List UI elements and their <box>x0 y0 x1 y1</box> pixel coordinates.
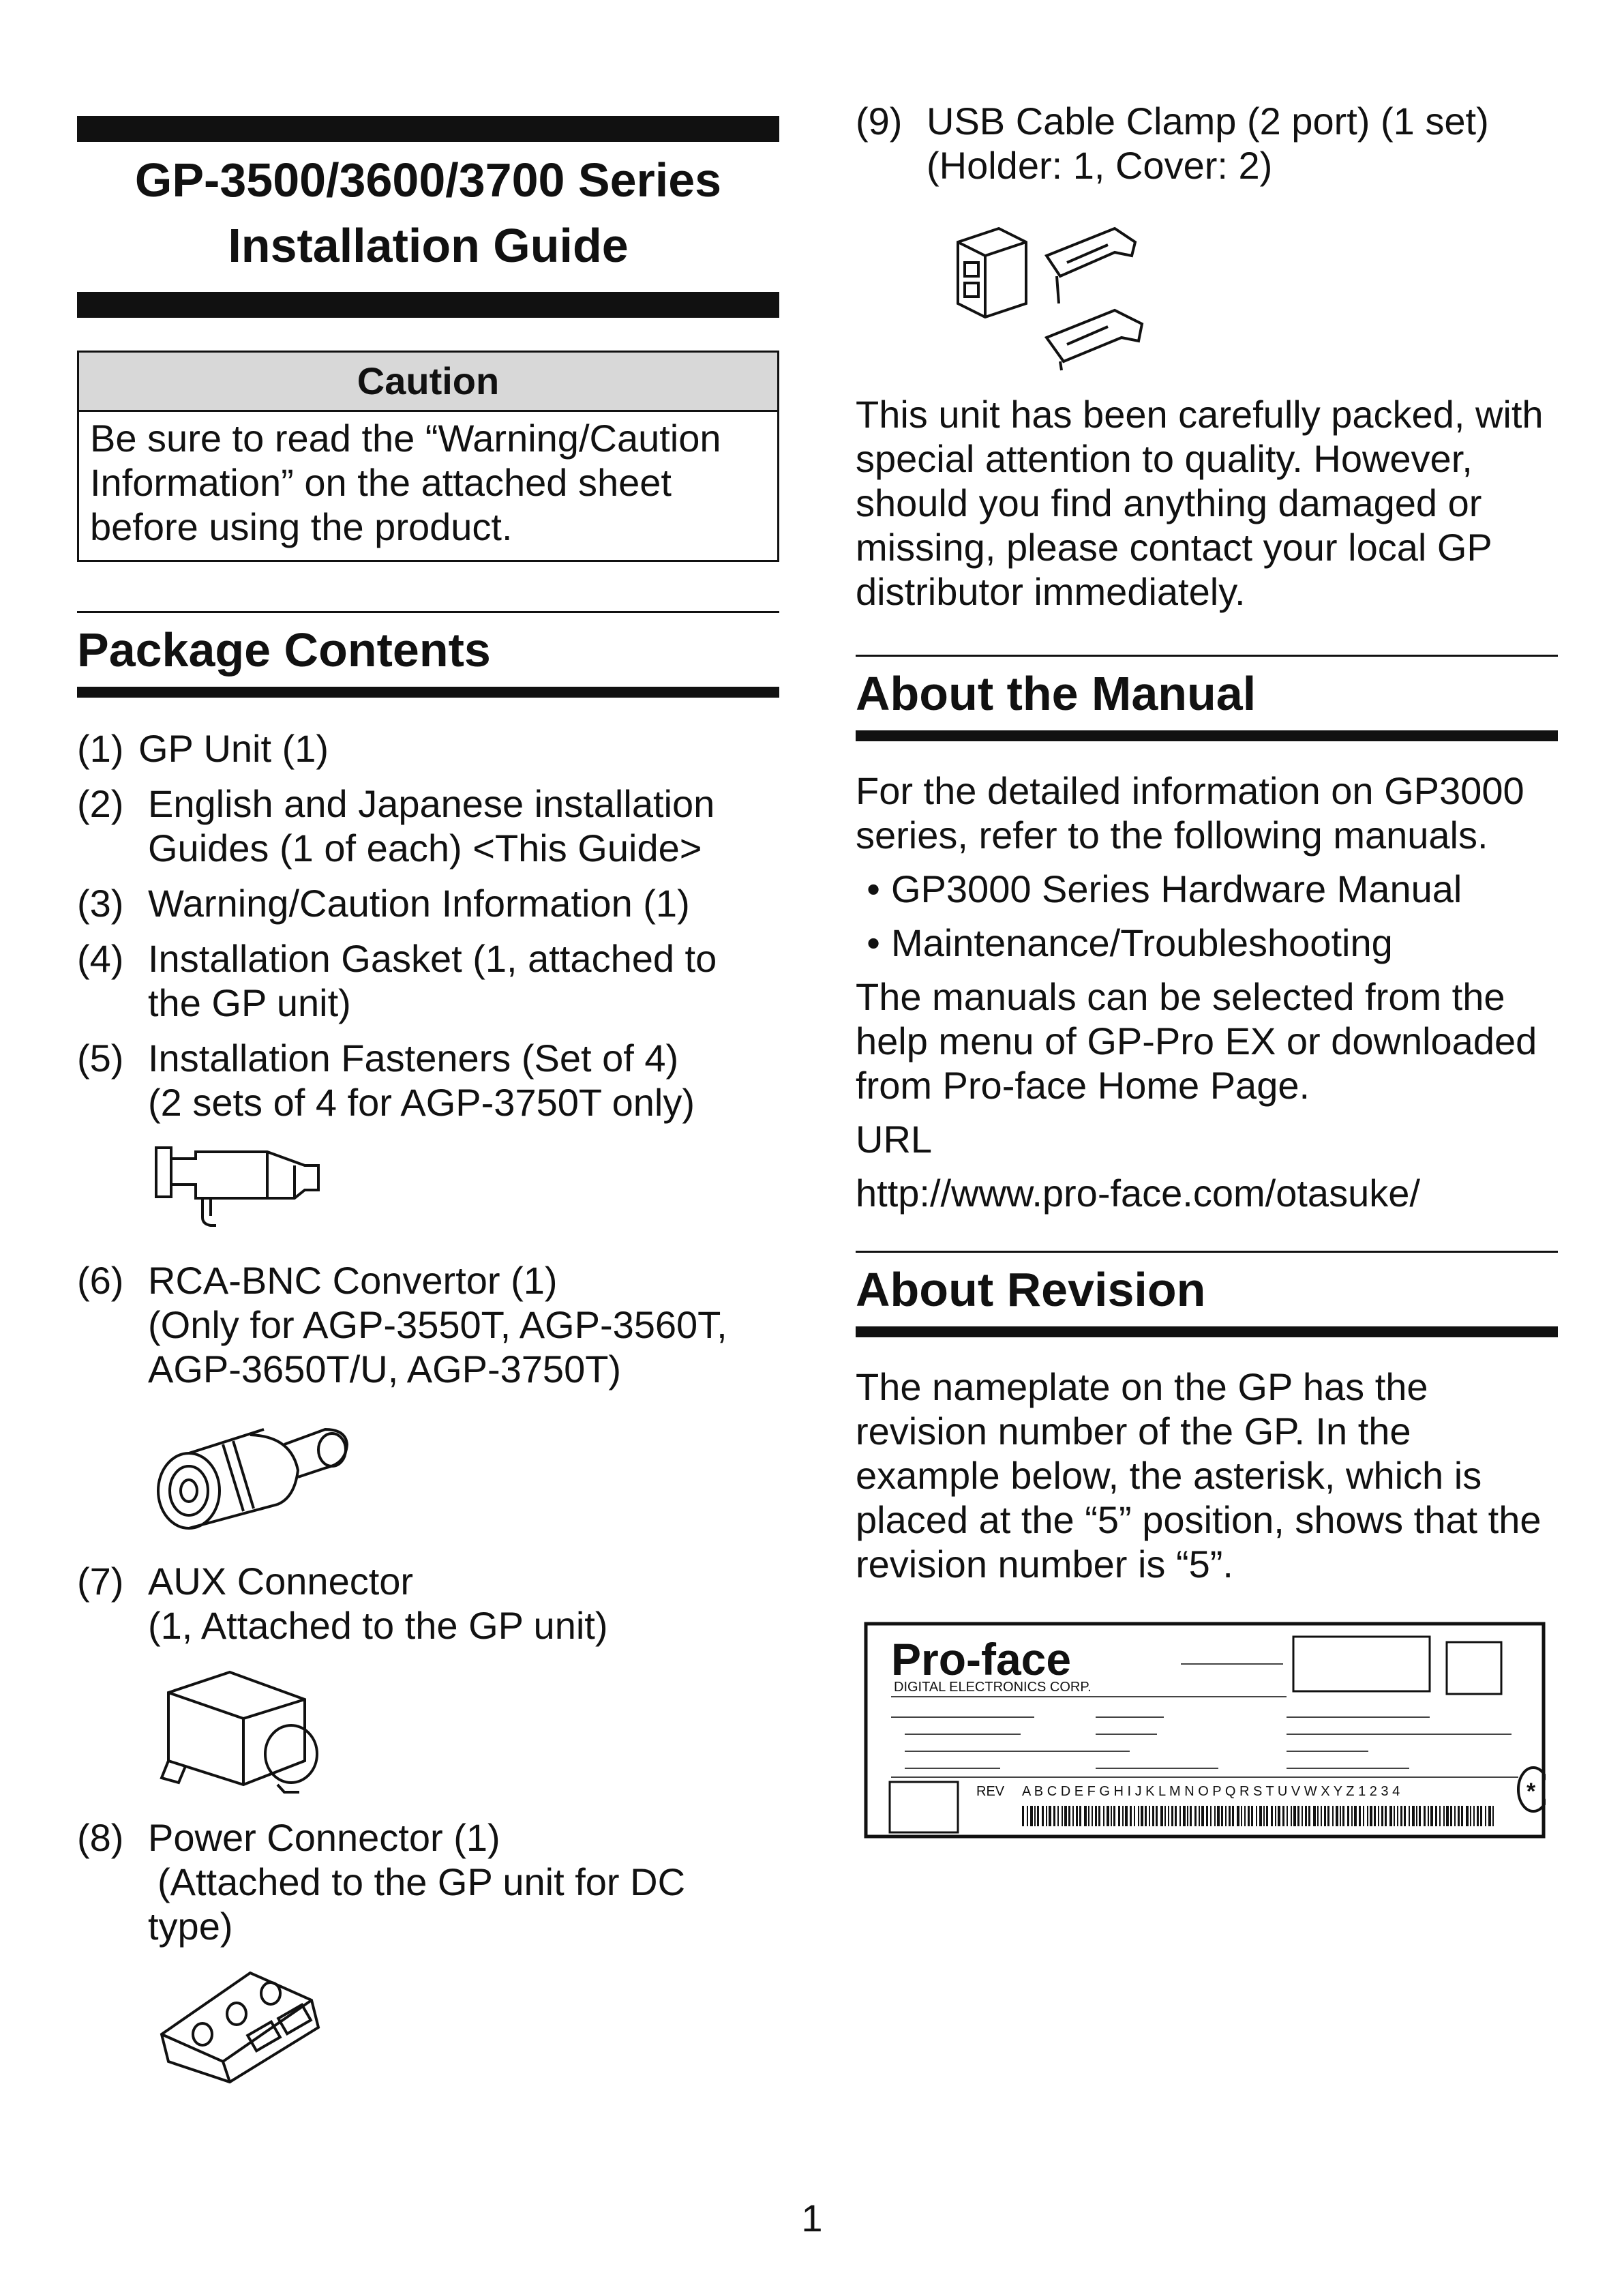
list-item <box>856 921 1558 965</box>
about-manual-heading: About the Manual <box>856 667 1257 720</box>
list-item <box>77 1258 779 1391</box>
packing-note: This unit has been carefully packed, with special attention to quality. However, should you find anything damaged or missing, please contact your local GP distributor immediately. <box>856 393 1544 613</box>
item-text: AUX Connector <box>148 1560 414 1603</box>
item-number: (3) <box>77 882 124 925</box>
about-manual-intro: For the detailed information on GP3000 series, refer to the following manuals. <box>856 769 1524 857</box>
caution-box <box>77 351 779 562</box>
power-connector-illustration <box>148 1959 779 2089</box>
title-bar-bottom <box>77 292 779 318</box>
list-item <box>856 99 1558 188</box>
about-manual-section <box>856 655 1558 741</box>
nameplate-illustration <box>864 1622 1558 1842</box>
item-number: (9) <box>856 100 903 143</box>
bullet-icon: • <box>867 867 880 910</box>
item-number: (2) <box>77 782 124 825</box>
usb-cable-clamp-illustration <box>944 215 1558 372</box>
list-item <box>77 1036 779 1125</box>
nameplate-marker: * <box>1527 1779 1536 1804</box>
right-column <box>856 99 1558 1842</box>
page-title-line2: Installation Guide <box>228 219 629 272</box>
nameplate-rev-letters: A B C D E F G H I J K L M N O P Q R S T U V W X Y Z 1 2 3 4 <box>1022 1784 1400 1799</box>
bullet-text: Maintenance/Troubleshooting <box>891 921 1393 964</box>
manual-url-link[interactable]: http://www.pro-face.com/otasuke/ <box>856 1172 1420 1215</box>
item-subtext: (Holder: 1, Cover: 2) <box>927 144 1273 187</box>
aux-connector-illustration <box>148 1659 779 1795</box>
bullet-icon: • <box>867 921 880 964</box>
item-number: (8) <box>77 1816 124 1859</box>
item-number: (6) <box>77 1259 124 1302</box>
left-column <box>77 116 779 2109</box>
about-revision-text: The nameplate on the GP has the revision number of the GP. In the example below, the asterisk, which is placed at the “5” position, shows that the revision number is “5”. <box>856 1365 1542 1586</box>
page-title-line1: GP-3500/3600/3700 Series <box>134 153 722 207</box>
title-bar-top <box>77 116 779 142</box>
item-number: (4) <box>77 937 124 980</box>
item-text: GP Unit (1) <box>138 727 329 770</box>
about-revision-body <box>856 1365 1558 1586</box>
list-item <box>77 1815 779 1948</box>
list-item <box>77 782 779 870</box>
item-subtext: (Attached to the GP unit for DC type) <box>148 1860 686 1948</box>
nameplate-brand: Pro-face <box>891 1634 1072 1684</box>
url-label: URL <box>856 1118 933 1161</box>
caution-heading: Caution <box>79 353 777 412</box>
section-rule-bottom <box>856 1326 1558 1337</box>
fastener-illustration <box>148 1135 779 1238</box>
list-item <box>856 867 1558 911</box>
item-text: USB Cable Clamp (2 port) (1 set) <box>927 100 1489 143</box>
item-number: (1) <box>77 727 124 770</box>
item-text: Warning/Caution Information (1) <box>148 882 690 925</box>
item-number: (7) <box>77 1560 124 1603</box>
package-contents-list <box>77 726 779 2089</box>
about-manual-text: The manuals can be selected from the help menu of GP-Pro EX or downloaded from Pro-face Home Page. <box>856 975 1537 1107</box>
list-item <box>77 881 779 925</box>
about-manual-body <box>856 769 1558 1215</box>
list-item <box>77 1559 779 1648</box>
item-subtext: (Only for AGP-3550T, AGP-3560T, AGP-3650T/U, AGP-3750T) <box>148 1303 727 1391</box>
list-item <box>77 936 779 1025</box>
about-revision-section <box>856 1251 1558 1337</box>
nameplate-company: DIGITAL ELECTRONICS CORP. <box>894 1680 1092 1695</box>
item-text: Power Connector (1) <box>148 1816 500 1859</box>
nameplate-rev-label: REV <box>976 1784 1005 1799</box>
list-item <box>77 726 779 771</box>
item-subtext: (2 sets of 4 for AGP-3750T only) <box>148 1081 695 1124</box>
item-text: RCA-BNC Convertor (1) <box>148 1259 558 1302</box>
about-revision-heading: About Revision <box>856 1263 1206 1316</box>
page-title <box>77 147 779 278</box>
section-rule-bottom <box>856 730 1558 741</box>
item-text: Installation Gasket (1, attached to the GP unit) <box>148 937 717 1024</box>
item-text: Installation Fasteners (Set of 4) <box>148 1037 679 1080</box>
page-number: 1 <box>801 2197 823 2240</box>
package-contents-section <box>77 611 779 698</box>
package-contents-heading: Package Contents <box>77 623 491 676</box>
item-subtext: (1, Attached to the GP unit) <box>148 1604 608 1647</box>
bullet-text: GP3000 Series Hardware Manual <box>891 867 1462 910</box>
item-number: (5) <box>77 1037 124 1080</box>
caution-body: Be sure to read the “Warning/Caution Information” on the attached sheet before using the product. <box>90 417 721 548</box>
rca-bnc-convertor-illustration <box>148 1402 779 1538</box>
section-rule-bottom <box>77 687 779 698</box>
item-text: English and Japanese installation Guides (1 of each) <This Guide> <box>148 782 715 869</box>
